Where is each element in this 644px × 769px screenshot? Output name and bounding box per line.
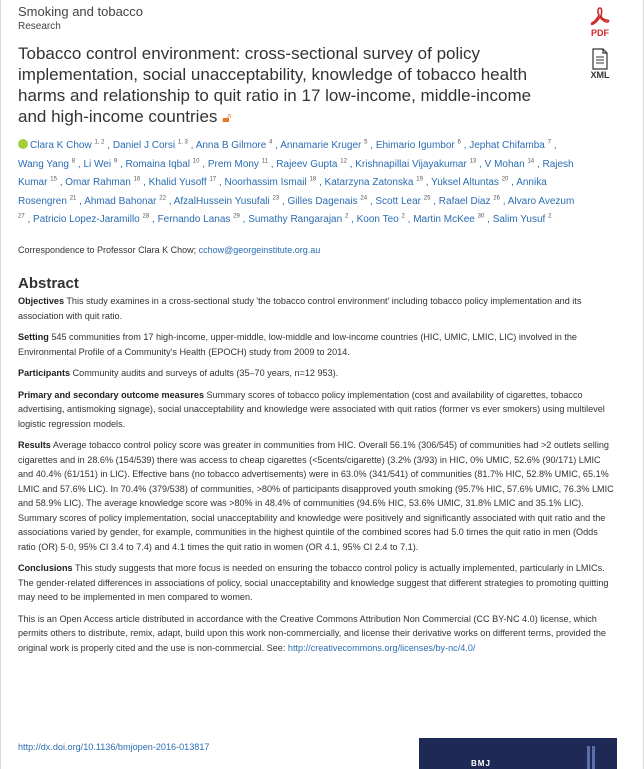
- author-list: [18, 137, 578, 230]
- author-separator: ,: [348, 214, 357, 226]
- author-separator: ,: [76, 195, 85, 207]
- author-link[interactable]: Rajeev Gupta: [276, 158, 338, 170]
- abstract-section-text: Community audits and surveys of adults (35–70 years, n=12 953).: [70, 368, 339, 378]
- author-separator: ,: [534, 158, 543, 170]
- author-affiliation-number[interactable]: 27: [18, 214, 25, 221]
- author-affiliation-number[interactable]: 21: [69, 195, 77, 202]
- author-link[interactable]: Katarzyna Zatonska: [324, 177, 414, 189]
- author-affiliation-number[interactable]: 10: [192, 158, 200, 165]
- section-label[interactable]: Smoking and tobacco: [18, 4, 144, 19]
- author-link[interactable]: Jephat Chifamba: [469, 140, 545, 151]
- author-affiliation-number[interactable]: 4: [269, 139, 273, 146]
- pdf-icon-graphic: [590, 7, 610, 27]
- author-separator: ,: [499, 195, 508, 207]
- correspondence: [18, 244, 578, 256]
- author-link[interactable]: Scott Lear: [375, 195, 421, 207]
- xml-file-icon: [589, 48, 611, 70]
- author-link[interactable]: Khalid Yusoff: [148, 177, 207, 189]
- author-separator: ,: [272, 140, 281, 151]
- abstract-section-label: Participants: [18, 368, 71, 378]
- author-affiliation-number[interactable]: 16: [133, 176, 141, 183]
- correspondence-prefix: Correspondence to Professor Clara K Chow;: [18, 245, 199, 255]
- author-affiliation-number[interactable]: 8: [71, 158, 76, 165]
- author-separator: ,: [346, 158, 356, 170]
- author-link[interactable]: Ehimario Igumbor: [375, 140, 455, 151]
- xml-label: XML: [590, 70, 610, 80]
- author-separator: ,: [239, 214, 249, 226]
- author-separator: ,: [484, 214, 493, 226]
- author-link[interactable]: Rafael Diaz: [438, 195, 491, 207]
- abstract-section-text: Average tobacco control policy score was greater in communities from HIC. Overall 56.1% (306/545) of communities had >2 outlets selling cigarettes and in 28.6% (154/539) there was access to cheap cigarettes (<5cents/cigarette) (3.2% (3/93) in HIC, 0% UMIC, 52.6% (90/171) LMIC and 40.4% (61/151) in LIC). Effective bans (no tobacco advertisements) were in 63.0% (341/541) of communities (81.7% HIC, 52.8% UMIC, 65.1% LMIC and 57.6% LIC). In 70.4% (379/538) of communities, >80% of participants disapproved youth smoking (95.7% HIC, 57.6% UMIC, 76.3% LMIC and 58.9% LIC). The average knowledge score was >80% in 48.4% of communities (94.6% HIC, 53.6% UMIC, 31.8% LMIC and 35.1% LIC). Summary scores of policy implementation, social unacceptability and knowledge were positively and significantly associated with quit ratio and the associations varied by gender, for example, communities in the highest quintile of the combined scores had 5.0 times the quit ratio in men (Odds ratio (OR) 5·0, 95% CI 3.4 to 7.4) and 4.1 times the quit ratio in women (OR 4.1, 95% CI 2.4 to 7.1).: [18, 440, 614, 552]
- author-separator: ,: [367, 195, 376, 207]
- download-sidebar: [583, 6, 617, 90]
- author-affiliation-number[interactable]: 23: [272, 195, 280, 202]
- author-affiliation-number[interactable]: 12: [340, 158, 347, 165]
- author-separator: ,: [165, 195, 174, 207]
- abstract-participants: [18, 366, 616, 381]
- author-affiliation-number[interactable]: 28: [142, 214, 150, 221]
- journal-banner[interactable]: [419, 738, 617, 769]
- abstract-heading: Abstract: [18, 275, 79, 292]
- author-separator: ,: [430, 195, 439, 207]
- author-separator: ,: [279, 195, 288, 207]
- abstract-section-label: Setting: [18, 332, 49, 342]
- article-header: [18, 4, 558, 34]
- author-separator: ,: [367, 140, 376, 151]
- banner-bars-icon: [587, 746, 603, 769]
- author-affiliation-number[interactable]: 2: [548, 214, 552, 221]
- author-affiliation-number[interactable]: 30: [477, 214, 485, 221]
- license-statement: [18, 612, 616, 656]
- author-affiliation-number[interactable]: 26: [493, 195, 500, 202]
- xml-file-graphic: [591, 48, 609, 70]
- author-link[interactable]: V Mohan: [484, 158, 525, 170]
- author-link[interactable]: Annika Rosengren: [18, 177, 547, 207]
- author-separator: ,: [75, 158, 84, 170]
- author-separator: ,: [267, 158, 277, 170]
- article-title-text: Tobacco control environment: cross-sectional survey of policy implementation, social unacceptability, knowledge of tobacco health harms and relationship to quit ratio in 17 low-income, middle-income and high-income countries: [18, 44, 532, 126]
- abstract-section-label: Results: [18, 440, 51, 450]
- license-link[interactable]: http://creativecommons.org/licenses/by-nc/4.0/: [287, 642, 476, 653]
- author-affiliation-number[interactable]: 22: [159, 195, 166, 202]
- abstract-results: [18, 438, 616, 554]
- author-link[interactable]: Krishnapillai Vijayakumar: [355, 158, 467, 170]
- article-type: Research: [18, 21, 61, 32]
- author-link[interactable]: Koon Teo: [356, 214, 399, 226]
- author-separator: ,: [117, 158, 126, 170]
- author-affiliation-number[interactable]: 24: [360, 195, 368, 202]
- author-affiliation-number[interactable]: 18: [309, 176, 317, 183]
- author-link[interactable]: Omar Rahman: [65, 177, 131, 189]
- abstract-conclusions: [18, 561, 616, 605]
- author-separator: ,: [104, 140, 113, 151]
- author-link[interactable]: Li Wei: [83, 158, 112, 170]
- author-separator: ,: [24, 214, 34, 226]
- article-title: [18, 43, 558, 128]
- author-separator: ,: [476, 158, 485, 170]
- author-link[interactable]: Clara K Chow: [30, 140, 92, 151]
- author-link[interactable]: Daniel J Corsi: [112, 140, 176, 151]
- author-affiliation-number[interactable]: 20: [501, 176, 509, 183]
- author-link[interactable]: Rajesh Kumar: [18, 158, 574, 189]
- author-affiliation-number[interactable]: 2: [401, 214, 405, 221]
- author-affiliation-number[interactable]: 6: [457, 139, 461, 146]
- author-separator: ,: [149, 214, 158, 226]
- author-link[interactable]: Wang Yang: [18, 158, 69, 170]
- author-link[interactable]: Alvaro Avezum: [507, 195, 575, 207]
- author-link[interactable]: Gilles Dagenais: [287, 195, 358, 207]
- author-affiliation-number[interactable]: 5: [364, 139, 368, 146]
- author-link[interactable]: Salim Yusuf: [492, 214, 546, 226]
- author-affiliation-number[interactable]: 2: [344, 214, 349, 221]
- author-link[interactable]: Romaina Iqbal: [125, 158, 190, 170]
- author-affiliation-number[interactable]: 14: [527, 158, 535, 165]
- doi-link[interactable]: http://dx.doi.org/10.1136/bmjopen-2016-013817: [18, 742, 210, 752]
- author-affiliation-number[interactable]: 29: [233, 214, 240, 221]
- pdf-icon: [589, 6, 611, 28]
- pdf-download-button[interactable]: [583, 6, 617, 38]
- abstract-objectives: [18, 294, 616, 323]
- author-affiliation-number[interactable]: 9: [113, 158, 118, 165]
- author-affiliation-number[interactable]: 7: [547, 139, 551, 146]
- author-separator: ,: [187, 140, 196, 151]
- license-text: This is an Open Access article distributed in accordance with the Creative Commons Attribution Non Commercial (CC BY-NC 4.0) license, which permits others to distribute, remix, adapt, build upon this work non-commercially, and license their derivative works on different terms, provided the original work is properly cited and the use is non-commercial. See:: [18, 613, 606, 653]
- abstract-section-label: Conclusions: [18, 563, 73, 573]
- author-separator: ,: [422, 177, 432, 189]
- author-separator: ,: [56, 177, 66, 189]
- abstract-setting: [18, 330, 616, 359]
- author-affiliation-number[interactable]: 19: [416, 176, 423, 183]
- author-separator: ,: [199, 158, 208, 170]
- orcid-icon[interactable]: [18, 139, 28, 149]
- author-link[interactable]: Martin McKee: [413, 214, 475, 226]
- abstract-section-label: Objectives: [18, 296, 64, 306]
- abstract-section-label: Primary and secondary outcome measures: [18, 389, 204, 400]
- author-link[interactable]: Sumathy Rangarajan: [248, 214, 343, 226]
- author-separator: ,: [216, 177, 225, 189]
- author-affiliation-number[interactable]: 1, 3: [177, 139, 188, 146]
- author-separator: ,: [508, 177, 517, 189]
- author-affiliation-number[interactable]: 11: [261, 158, 268, 165]
- author-affiliation-number[interactable]: 15: [50, 176, 57, 183]
- abstract-outcome-measures: [18, 388, 616, 432]
- author-link[interactable]: Annamarie Kruger: [280, 140, 362, 151]
- author-link[interactable]: Yuksel Altuntas: [431, 177, 499, 189]
- abstract-section-text: This study suggests that more focus is needed on ensuring the tobacco control policy is actually implemented, particularly in LMICs. The gender-related differences in associations of policy, social unacceptability and knowledge suggest that different strategies to promoting quitting may need to be implemented in men compared to women.: [18, 563, 609, 602]
- author-affiliation-number[interactable]: 25: [423, 195, 431, 202]
- abstract-body: [18, 294, 616, 662]
- author-separator: ,: [460, 140, 470, 151]
- author-link[interactable]: Prem Mony: [207, 158, 259, 170]
- author-link[interactable]: Fernando Lanas: [157, 214, 231, 226]
- author-link[interactable]: Anna B Gilmore: [195, 140, 267, 151]
- correspondence-email-link[interactable]: cchow@georgeinstitute.org.au: [198, 245, 321, 255]
- author-separator: ,: [316, 177, 325, 189]
- author-affiliation-number[interactable]: 1, 2: [94, 139, 105, 146]
- abstract-section-text: Summary scores of tobacco policy implementation (cost and availability of cigarettes, tobacco advertising, antismoking signage), social unacceptability and knowledge were associated with quit ratios (former vs ever smokers) using multilevel logistic regression models.: [18, 389, 605, 429]
- author-separator: ,: [140, 177, 149, 189]
- author-affiliation-number[interactable]: 17: [209, 176, 217, 183]
- abstract-section-text: This study examines in a cross-sectional study 'the tobacco control environment' including tobacco policy implementation and its association with quit ratio.: [18, 296, 582, 321]
- banner-text: BMJ: [471, 759, 491, 768]
- author-link[interactable]: Patricio Lopez-Jaramillo: [33, 214, 140, 226]
- abstract-section-text: 545 communities from 17 high-income, upper-middle, low-middle and low-income countries (HIC, UMIC, LMIC, LIC) involved in the Environmental Profile of a Community's Health (EPOCH) study from 2009 to 2014.: [18, 332, 577, 357]
- xml-download-button[interactable]: [583, 48, 617, 80]
- author-affiliation-number[interactable]: 13: [469, 158, 477, 165]
- author-link[interactable]: AfzalHussein Yusufali: [173, 195, 270, 207]
- author-separator: ,: [404, 214, 414, 226]
- author-separator: ,: [550, 140, 557, 151]
- author-link[interactable]: Ahmad Bahonar: [84, 195, 157, 207]
- pdf-label: PDF: [591, 28, 609, 38]
- author-link[interactable]: Noorhassim Ismail: [224, 177, 307, 189]
- open-access-icon: 🔓︎: [222, 109, 232, 125]
